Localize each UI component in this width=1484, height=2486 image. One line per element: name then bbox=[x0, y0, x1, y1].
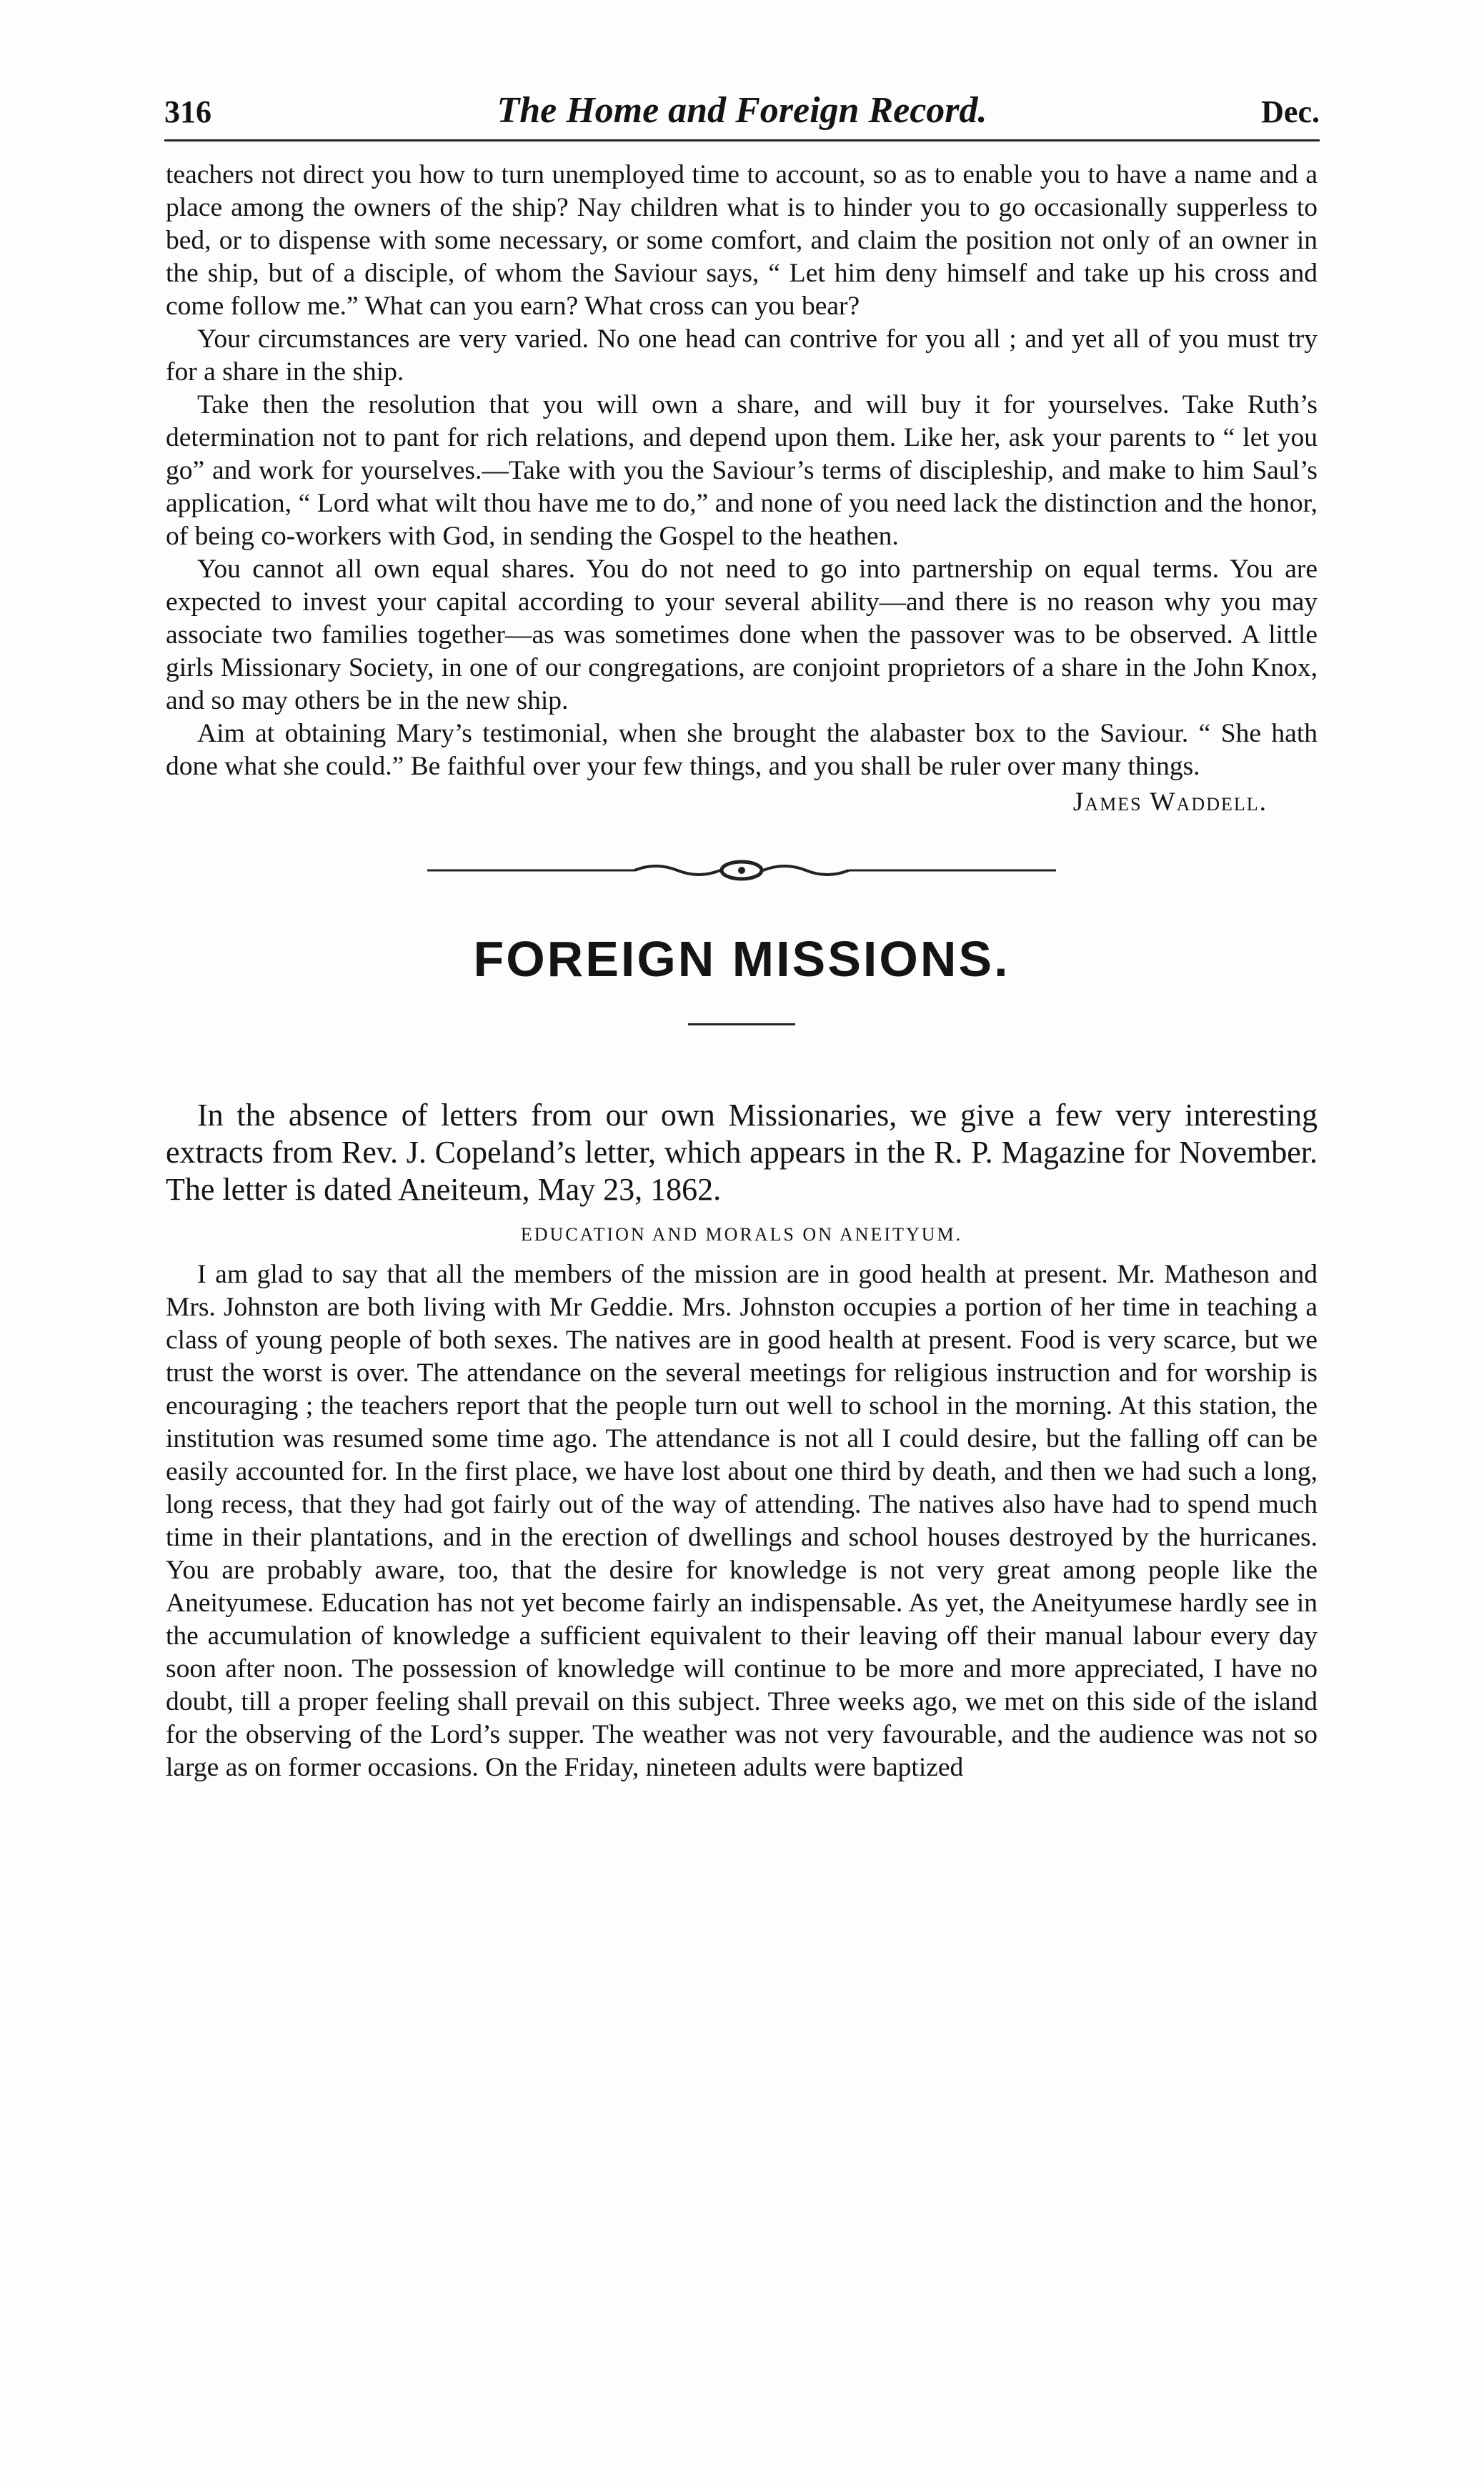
author-signature: James Waddell. bbox=[1072, 787, 1268, 817]
issue-month: Dec. bbox=[1261, 94, 1320, 129]
article-paragraph-4: You cannot all own equal shares. You do not need to go into partnership on equal terms. You are expected to invest your capital according to your several ability—and there is no reason why you may associate two families together—as was sometimes done when the passover was to be observed. A little girls Missionary Society, in one of our congregations, are conjoint proprietors of a share in the John Knox, and so may others be in the new ship. bbox=[166, 555, 1318, 715]
ornamental-divider bbox=[427, 855, 1056, 886]
article-paragraph-5: Aim at obtaining Mary’s testimonial, when she brought the alabaster box to the Saviour. “ She hath done what she could.” Be faithful over your few things, and you shall be ruler over many things. bbox=[166, 719, 1318, 781]
journal-title: The Home and Foreign Record. bbox=[497, 90, 987, 131]
running-header bbox=[164, 89, 1320, 141]
section-heading: FOREIGN MISSIONS. bbox=[473, 931, 1010, 987]
section-intro: In the absence of letters from our own Missionaries, we give a few very interesting extracts from Rev. J. Copeland’s letter, which appears in the R. P. Magazine for November. The letter is dated Aneiteum, May 23, 1862. bbox=[166, 1098, 1318, 1207]
subsection-heading: EDUCATION AND MORALS ON ANEITYUM. bbox=[520, 1224, 963, 1245]
page-number: 316 bbox=[164, 94, 211, 129]
article-paragraph-1: teachers not direct you how to turn unemployed time to account, so as to enable you to have a name and a place among the owners of the ship? Nay children what is to hinder you to go occasionally supperless to bed, or to dispense with some necessary, or some comfort, and claim the position not only of an owner in the ship, but of a disciple, of whom the Saviour says, “ Let him deny himself and take up his cross and come follow me.” What can you earn? What cross can you bear? bbox=[166, 160, 1318, 321]
page-content bbox=[166, 159, 1318, 1784]
article-paragraph-2: Your circumstances are very varied. No one head can contrive for you all ; and yet all of you must try for a share in the ship. bbox=[166, 324, 1318, 387]
letter-body: I am glad to say that all the members of the mission are in good health at present. Mr. Matheson and Mrs. Johnston are both living with Mr Geddie. Mrs. Johnston occupies a portion of her time in teaching a class of young people of both sexes. The natives are in good health at present. Food is very scarce, but we trust the worst is over. The attendance on the several meetings for religious instruction and for worship is encouraging ; the teachers report that the people turn out well to school in the morning. At this station, the institution was resumed some time ago. The attendance is not all I could desire, but the falling off can be easily accounted for. In the first place, we have lost about one third by death, and then we had such a long, long recess, that they had got fairly out of the way of attending. The natives also have had to spend much time in their plantations, and in the erection of dwellings and school houses destroyed by the hurricanes. You are probably aware, too, that the desire for knowledge is not very great among people like the Aneityumese. Education has not yet become fairly an indispensable. As yet, the Aneityumese hardly see in the accumulation of knowledge a sufficient equivalent to their leaving off their manual labour every day soon after noon. The possession of knowledge will continue to be more and more appreciated, I have no doubt, till a proper feeling shall prevail on this subject. Three weeks ago, we met on this side of the island for the observing of the Lord’s supper. The weather was not very favourable, and the audience was not so large as on former occasions. On the Friday, nineteen adults were baptized bbox=[166, 1260, 1318, 1782]
section-rule bbox=[688, 1023, 795, 1025]
article-paragraph-3: Take then the resolution that you will own a share, and will buy it for yourselves. Take Ruth’s determination not to pant for rich relations, and depend upon them. Like her, ask your parents to “ let you go” and work for yourselves.—Take with you the Saviour’s terms of discipleship, and make to him Saul’s application, “ Lord what wilt thou have me to do,” and none of you need lack the distinction and the honor, of being co-workers with God, in sending the Gospel to the heathen. bbox=[166, 390, 1318, 551]
